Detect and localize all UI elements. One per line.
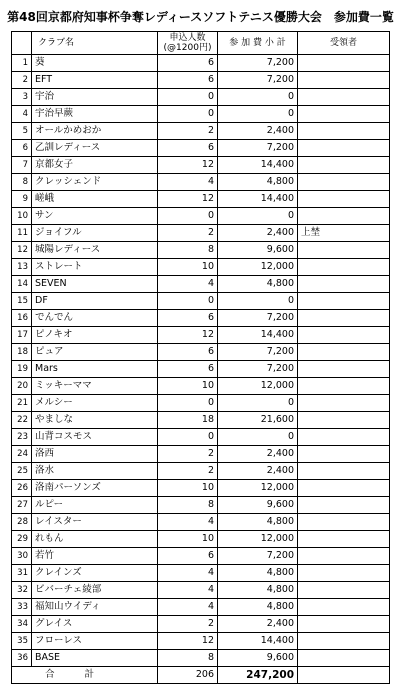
table-row	[12, 106, 390, 123]
row-number: 15	[12, 293, 32, 310]
fee-subtotal: 9,600	[218, 242, 298, 259]
receiver-name	[298, 463, 390, 480]
club-name: BASE	[32, 650, 158, 667]
receiver-name	[298, 395, 390, 412]
club-name: 乙訓レディース	[32, 140, 158, 157]
applicant-count: 0	[158, 429, 218, 446]
row-number: 36	[12, 650, 32, 667]
table-row	[12, 327, 390, 344]
row-number: 22	[12, 412, 32, 429]
total-label: 合計	[12, 667, 158, 684]
club-name: 若竹	[32, 548, 158, 565]
header-count-line2: (@1200円)	[163, 43, 212, 53]
club-name: ジョイフル	[32, 225, 158, 242]
row-number: 20	[12, 378, 32, 395]
table-row	[12, 480, 390, 497]
fee-subtotal: 7,200	[218, 310, 298, 327]
table-row	[12, 582, 390, 599]
table-row	[12, 650, 390, 667]
club-name: 洛水	[32, 463, 158, 480]
table-row	[12, 361, 390, 378]
row-number: 35	[12, 633, 32, 650]
row-number: 29	[12, 531, 32, 548]
applicant-count: 6	[158, 344, 218, 361]
club-name: ビバーチェ綾部	[32, 582, 158, 599]
header-receiver: 受領者	[298, 32, 390, 55]
row-number: 34	[12, 616, 32, 633]
applicant-count: 0	[158, 395, 218, 412]
fee-subtotal: 14,400	[218, 633, 298, 650]
total-row	[12, 667, 390, 684]
applicant-count: 6	[158, 72, 218, 89]
row-number: 5	[12, 123, 32, 140]
row-number: 23	[12, 429, 32, 446]
table-row	[12, 242, 390, 259]
receiver-name	[298, 480, 390, 497]
fee-subtotal: 12,000	[218, 480, 298, 497]
row-number: 9	[12, 191, 32, 208]
row-number: 18	[12, 344, 32, 361]
table-row	[12, 378, 390, 395]
fee-subtotal: 14,400	[218, 157, 298, 174]
applicant-count: 6	[158, 548, 218, 565]
row-number: 19	[12, 361, 32, 378]
receiver-name	[298, 582, 390, 599]
club-name: SEVEN	[32, 276, 158, 293]
fee-subtotal: 4,800	[218, 514, 298, 531]
table-row	[12, 531, 390, 548]
club-name: ミッキーママ	[32, 378, 158, 395]
row-number: 32	[12, 582, 32, 599]
total-receiver	[298, 667, 390, 684]
row-number: 4	[12, 106, 32, 123]
club-name: グレイス	[32, 616, 158, 633]
receiver-name	[298, 174, 390, 191]
fee-subtotal: 12,000	[218, 531, 298, 548]
receiver-name	[298, 412, 390, 429]
row-number: 33	[12, 599, 32, 616]
row-number: 8	[12, 174, 32, 191]
row-number: 2	[12, 72, 32, 89]
club-name: 宇治早蕨	[32, 106, 158, 123]
applicant-count: 10	[158, 531, 218, 548]
club-name: EFT	[32, 72, 158, 89]
row-number: 21	[12, 395, 32, 412]
table-row	[12, 293, 390, 310]
applicant-count: 4	[158, 276, 218, 293]
club-name: 山背コスモス	[32, 429, 158, 446]
receiver-name: 上埜	[298, 225, 390, 242]
club-name: フローレス	[32, 633, 158, 650]
applicant-count: 12	[158, 157, 218, 174]
fee-subtotal: 2,400	[218, 463, 298, 480]
fee-subtotal: 4,800	[218, 582, 298, 599]
club-name: レイスター	[32, 514, 158, 531]
fee-subtotal: 0	[218, 89, 298, 106]
fee-subtotal: 2,400	[218, 616, 298, 633]
total-amount: 247,200	[218, 667, 298, 684]
fee-subtotal: 0	[218, 106, 298, 123]
receiver-name	[298, 446, 390, 463]
fee-subtotal: 0	[218, 208, 298, 225]
fee-subtotal: 4,800	[218, 276, 298, 293]
table-row	[12, 157, 390, 174]
receiver-name	[298, 599, 390, 616]
receiver-name	[298, 361, 390, 378]
club-name: クレインズ	[32, 565, 158, 582]
receiver-name	[298, 565, 390, 582]
table-row	[12, 276, 390, 293]
applicant-count: 6	[158, 140, 218, 157]
club-name: やましな	[32, 412, 158, 429]
table-row	[12, 599, 390, 616]
total-count: 206	[158, 667, 218, 684]
receiver-name	[298, 650, 390, 667]
receiver-name	[298, 123, 390, 140]
fee-subtotal: 7,200	[218, 72, 298, 89]
table-row	[12, 55, 390, 72]
receiver-name	[298, 140, 390, 157]
receiver-name	[298, 531, 390, 548]
applicant-count: 6	[158, 310, 218, 327]
receiver-name	[298, 378, 390, 395]
table-row	[12, 344, 390, 361]
row-number: 28	[12, 514, 32, 531]
club-name: DF	[32, 293, 158, 310]
fee-subtotal: 14,400	[218, 327, 298, 344]
applicant-count: 4	[158, 514, 218, 531]
table-body	[12, 55, 390, 667]
applicant-count: 12	[158, 191, 218, 208]
table-row	[12, 174, 390, 191]
receiver-name	[298, 327, 390, 344]
club-name: 洛西	[32, 446, 158, 463]
table-row	[12, 123, 390, 140]
table-row	[12, 72, 390, 89]
fee-subtotal: 14,400	[218, 191, 298, 208]
table-row	[12, 497, 390, 514]
row-number: 3	[12, 89, 32, 106]
fee-subtotal: 0	[218, 429, 298, 446]
receiver-name	[298, 344, 390, 361]
fee-subtotal: 2,400	[218, 225, 298, 242]
header-club: クラブ名	[32, 32, 158, 55]
applicant-count: 10	[158, 378, 218, 395]
fee-subtotal: 12,000	[218, 259, 298, 276]
table-row	[12, 140, 390, 157]
applicant-count: 0	[158, 293, 218, 310]
row-number: 14	[12, 276, 32, 293]
applicant-count: 4	[158, 599, 218, 616]
row-number: 7	[12, 157, 32, 174]
receiver-name	[298, 616, 390, 633]
fee-table	[11, 31, 390, 684]
applicant-count: 0	[158, 89, 218, 106]
receiver-name	[298, 293, 390, 310]
club-name: ルピー	[32, 497, 158, 514]
table-row	[12, 225, 390, 242]
club-name: 宇治	[32, 89, 158, 106]
row-number: 10	[12, 208, 32, 225]
row-number: 12	[12, 242, 32, 259]
applicant-count: 18	[158, 412, 218, 429]
receiver-name	[298, 55, 390, 72]
table-row	[12, 633, 390, 650]
applicant-count: 6	[158, 361, 218, 378]
club-name: ピノキオ	[32, 327, 158, 344]
club-name: 福知山ウイディ	[32, 599, 158, 616]
receiver-name	[298, 276, 390, 293]
row-number: 11	[12, 225, 32, 242]
club-name: 京都女子	[32, 157, 158, 174]
table-row	[12, 191, 390, 208]
header-amount: 参 加 費 小 計	[218, 32, 298, 55]
fee-subtotal: 4,800	[218, 599, 298, 616]
receiver-name	[298, 548, 390, 565]
fee-subtotal: 21,600	[218, 412, 298, 429]
row-number: 13	[12, 259, 32, 276]
table-header-row	[12, 32, 390, 55]
fee-subtotal: 0	[218, 395, 298, 412]
header-count-line1: 申込人数	[169, 33, 206, 43]
row-number: 17	[12, 327, 32, 344]
row-number: 30	[12, 548, 32, 565]
applicant-count: 2	[158, 616, 218, 633]
fee-subtotal: 7,200	[218, 361, 298, 378]
receiver-name	[298, 242, 390, 259]
club-name: れもん	[32, 531, 158, 548]
table-row	[12, 616, 390, 633]
fee-subtotal: 4,800	[218, 565, 298, 582]
applicant-count: 4	[158, 582, 218, 599]
header-no	[12, 32, 32, 55]
receiver-name	[298, 259, 390, 276]
fee-subtotal: 2,400	[218, 446, 298, 463]
club-name: でんでん	[32, 310, 158, 327]
receiver-name	[298, 310, 390, 327]
table-row	[12, 89, 390, 106]
applicant-count: 10	[158, 259, 218, 276]
row-number: 31	[12, 565, 32, 582]
applicant-count: 8	[158, 497, 218, 514]
receiver-name	[298, 514, 390, 531]
receiver-name	[298, 429, 390, 446]
applicant-count: 2	[158, 123, 218, 140]
applicant-count: 0	[158, 208, 218, 225]
fee-subtotal: 9,600	[218, 497, 298, 514]
receiver-name	[298, 191, 390, 208]
table-row	[12, 429, 390, 446]
header-count	[158, 32, 218, 55]
row-number: 27	[12, 497, 32, 514]
club-name: クレッシェンド	[32, 174, 158, 191]
applicant-count: 6	[158, 55, 218, 72]
applicant-count: 12	[158, 633, 218, 650]
table-row	[12, 412, 390, 429]
applicant-count: 2	[158, 463, 218, 480]
applicant-count: 8	[158, 650, 218, 667]
receiver-name	[298, 72, 390, 89]
applicant-count: 0	[158, 106, 218, 123]
club-name: オールかめおか	[32, 123, 158, 140]
fee-subtotal: 7,200	[218, 55, 298, 72]
club-name: メルシー	[32, 395, 158, 412]
row-number: 24	[12, 446, 32, 463]
receiver-name	[298, 157, 390, 174]
receiver-name	[298, 633, 390, 650]
fee-subtotal: 7,200	[218, 344, 298, 361]
table-row	[12, 514, 390, 531]
row-number: 25	[12, 463, 32, 480]
row-number: 6	[12, 140, 32, 157]
fee-subtotal: 4,800	[218, 174, 298, 191]
club-name: 葵	[32, 55, 158, 72]
fee-subtotal: 9,600	[218, 650, 298, 667]
row-number: 26	[12, 480, 32, 497]
document-title: 第48回京都府知事杯争奪レディースソフトテニス優勝大会 参加費一覧	[7, 10, 394, 24]
table-row	[12, 565, 390, 582]
receiver-name	[298, 106, 390, 123]
applicant-count: 2	[158, 446, 218, 463]
fee-subtotal: 7,200	[218, 548, 298, 565]
club-name: 嵯峨	[32, 191, 158, 208]
table-row	[12, 548, 390, 565]
club-name: サン	[32, 208, 158, 225]
club-name: 城陽レディース	[32, 242, 158, 259]
fee-subtotal: 7,200	[218, 140, 298, 157]
fee-subtotal: 0	[218, 293, 298, 310]
table-row	[12, 208, 390, 225]
applicant-count: 8	[158, 242, 218, 259]
table-row	[12, 395, 390, 412]
receiver-name	[298, 89, 390, 106]
receiver-name	[298, 208, 390, 225]
club-name: ピュア	[32, 344, 158, 361]
applicant-count: 12	[158, 327, 218, 344]
table-row	[12, 310, 390, 327]
applicant-count: 4	[158, 174, 218, 191]
club-name: ストレート	[32, 259, 158, 276]
applicant-count: 2	[158, 225, 218, 242]
table-row	[12, 259, 390, 276]
club-name: Mars	[32, 361, 158, 378]
fee-subtotal: 2,400	[218, 123, 298, 140]
applicant-count: 4	[158, 565, 218, 582]
table-row	[12, 446, 390, 463]
applicant-count: 10	[158, 480, 218, 497]
table-row	[12, 463, 390, 480]
receiver-name	[298, 497, 390, 514]
row-number: 16	[12, 310, 32, 327]
fee-subtotal: 12,000	[218, 378, 298, 395]
row-number: 1	[12, 55, 32, 72]
club-name: 洛南パーソンズ	[32, 480, 158, 497]
